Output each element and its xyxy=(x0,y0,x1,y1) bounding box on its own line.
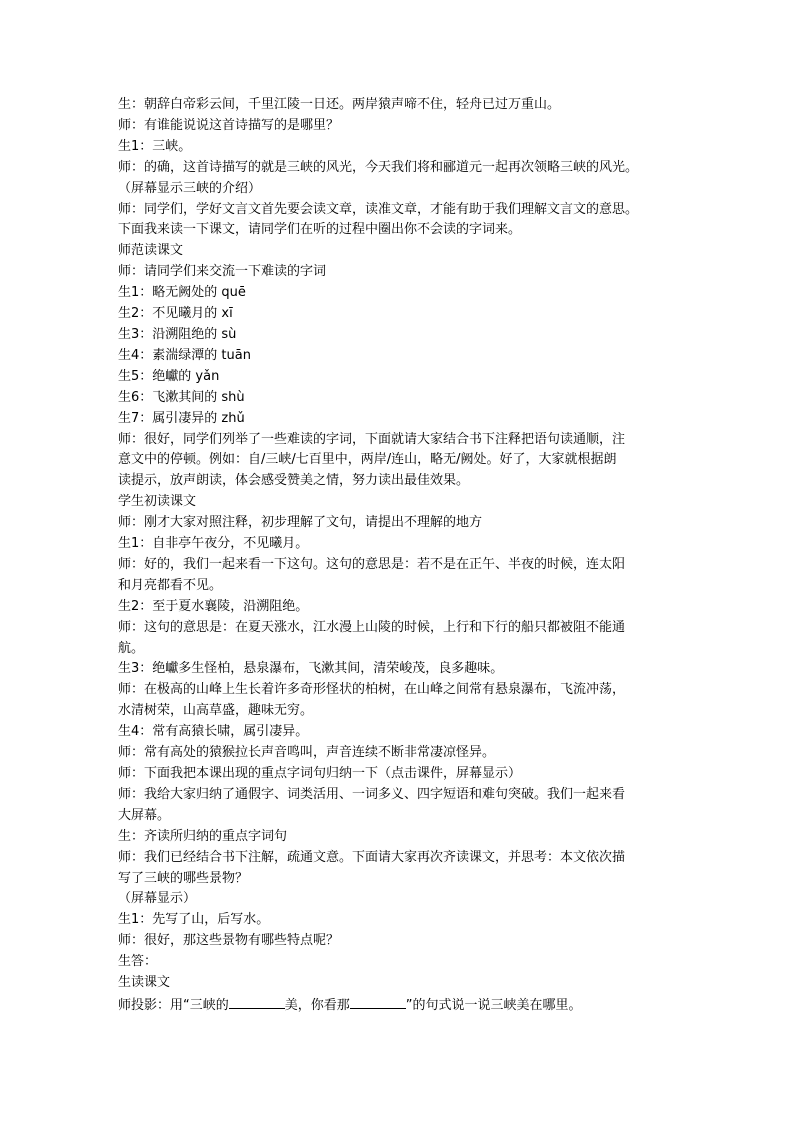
text-line: （屏幕显示三峡的介绍） xyxy=(118,180,262,196)
text-line: 生5：绝巘的 yǎn xyxy=(118,368,220,384)
text-line: 师：有谁能说说这首诗描写的是哪里？ xyxy=(118,117,340,133)
prompt-part-1: 师投影：用“三峡的 xyxy=(118,997,229,1013)
text-line: 师：我给大家归纳了通假字、词类活用、一词多义、四字短语和难句突破。我们一起来看 xyxy=(118,786,626,802)
text-line: 意文中的停顿。例如：自/三峡/七百里中，两岸/连山，略无/阙处。好了，大家就根据朗 xyxy=(118,452,617,468)
text-line: 师：很好，那这些景物有哪些特点呢？ xyxy=(118,933,340,949)
text-line: 师：刚才大家对照注释，初步理解了文句，请提出不理解的地方 xyxy=(118,515,483,531)
text-line: 生：朝辞白帝彩云间，千里江陵一日还。两岸猿声啼不住，轻舟已过万重山。 xyxy=(118,97,561,112)
text-line: 生3：绝巘多生怪柏，悬泉瀑布，飞漱其间，清荣峻茂，良多趣味。 xyxy=(118,661,504,677)
text-line: 生：齐读所归纳的重点字词句 xyxy=(118,828,288,844)
text-line: 师：在极高的山峰上生长着许多奇形怪状的柏树，在山峰之间常有悬泉瀑布，飞流冲荡， xyxy=(118,682,626,698)
fill-blank xyxy=(229,994,285,1009)
text-line: 学生初读课文 xyxy=(118,494,197,510)
text-line: 航。 xyxy=(118,640,145,656)
text-line: 师：同学们，学好文言文首先要会读文章，读准文章，才能有助于我们理解文言文的意思。 xyxy=(118,201,639,217)
text-line: 师范读课文 xyxy=(118,243,184,259)
text-line: 写了三峡的哪些景物？ xyxy=(118,870,249,886)
text-line: 生1：先写了山，后写水。 xyxy=(118,912,270,928)
prompt-part-2: 美，你看那 xyxy=(284,997,350,1013)
text-line: 生3：沿溯阻绝的 sù xyxy=(118,326,237,342)
text-line: 师：这句的意思是：在夏天涨水，江水漫上山陵的时候，上行和下行的船只都被阻不能通 xyxy=(118,619,626,635)
text-line: 生答： xyxy=(118,954,158,970)
text-line: 师：好的，我们一起来看一下这句。这句的意思是：若不是在正午、半夜的时候，连太阳 xyxy=(118,556,626,572)
text-line: （屏幕显示） xyxy=(118,891,197,907)
text-line: 师：常有高处的猿猴拉长声音鸣叫，声音连续不断非常凄凉怪异。 xyxy=(118,745,496,761)
text-line: 生1：自非亭午夜分，不见曦月。 xyxy=(118,536,309,552)
text-line: 读提示，放声朗读，体会感受赞美之情，努力读出最佳效果。 xyxy=(118,473,470,489)
text-line: 师：下面我把本课出现的重点字词句归纳一下（点击课件，屏幕显示） xyxy=(118,766,522,781)
text-line: 师：请同学们来交流一下难读的字词 xyxy=(118,264,327,280)
prompt-part-3: ”的句式说一说三峡美在哪里。 xyxy=(405,997,582,1013)
text-line: 生2：不见曦月的 xī xyxy=(118,306,233,322)
text-line: 生2：至于夏水襄陵，沿溯阻绝。 xyxy=(118,598,309,614)
text-line: 生4：素湍绿潭的 tuān xyxy=(118,347,251,363)
text-line: 师：我们已经结合书下注解，疏通文意。下面请大家再次齐读课文，并思考：本文依次描 xyxy=(118,849,626,865)
text-line: 大屏幕。 xyxy=(118,807,171,823)
text-line: 生1：三峡。 xyxy=(118,138,192,154)
text-line: 下面我来读一下课文，请同学们在听的过程中圈出你不会读的字词来。 xyxy=(118,222,522,238)
text-line: 生6：飞漱其间的 shù xyxy=(118,389,245,405)
document-body xyxy=(118,95,698,1017)
text-line: 生1：略无阙处的 quē xyxy=(118,285,246,301)
fill-blank xyxy=(350,994,406,1009)
text-line: 师：的确，这首诗描写的就是三峡的风光，今天我们将和郦道元一起再次领略三峡的风光。 xyxy=(118,159,639,175)
text-line-with-blanks xyxy=(118,994,698,1017)
text-line: 师：很好，同学们列举了一些难读的字词，下面就请大家结合书下注释把语句读通顺，注 xyxy=(118,431,626,447)
text-line: 生4：常有高猿长啸，属引凄异。 xyxy=(118,724,309,740)
text-line: 生读课文 xyxy=(118,975,171,991)
text-line: 生7：属引凄异的 zhǔ xyxy=(118,410,245,426)
text-line: 和月亮都看不见。 xyxy=(118,577,223,593)
text-line: 水清树荣，山高草盛，趣味无穷。 xyxy=(118,703,314,719)
